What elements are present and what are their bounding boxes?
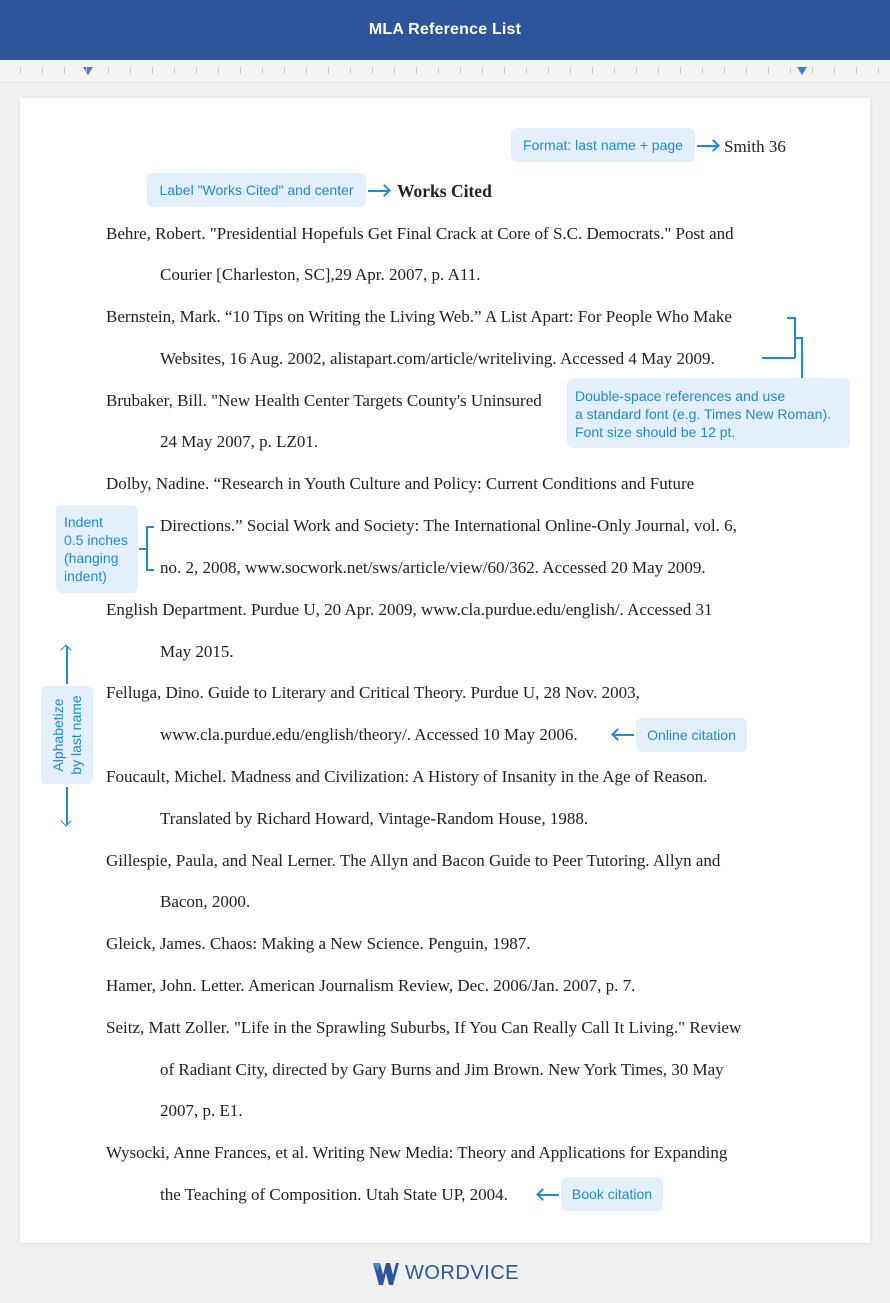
ruler-tick bbox=[680, 67, 681, 74]
ruler-tick bbox=[108, 67, 109, 74]
citation-line: Brubaker, Bill. "New Health Center Targets County's Uninsured bbox=[106, 391, 542, 410]
double-space-note-line: Double-space references and use bbox=[575, 388, 786, 404]
indent-bracket bbox=[146, 569, 154, 571]
ruler-tick bbox=[306, 67, 307, 74]
ruler-tick bbox=[878, 67, 879, 74]
citation-line: Bernstein, Mark. “10 Tips on Writing the Living Web.” A List Apart: For People Who Make bbox=[106, 307, 732, 326]
ruler-tick bbox=[262, 67, 263, 74]
format-note-text: Format: last name + page bbox=[523, 137, 683, 153]
running-head: Smith 36 bbox=[724, 137, 786, 156]
ruler-tick bbox=[130, 67, 131, 74]
ruler-tick bbox=[196, 67, 197, 74]
citation-line: Bacon, 2000. bbox=[160, 892, 251, 911]
ruler-tick bbox=[636, 67, 637, 74]
wordvice-logo bbox=[373, 1262, 519, 1285]
indent-note-line: indent) bbox=[64, 568, 107, 584]
ruler-tick bbox=[416, 67, 417, 74]
double-space-note-line: a standard font (e.g. Times New Roman). bbox=[575, 406, 831, 422]
format-arrow-icon bbox=[697, 145, 717, 147]
book-citation-note-text: Book citation bbox=[571, 1186, 653, 1202]
ruler-tick bbox=[350, 67, 351, 74]
indent-note-line: Indent bbox=[64, 514, 103, 530]
left-indent-marker[interactable] bbox=[83, 67, 93, 75]
citation-line: Foucault, Michel. Madness and Civilization: A History of Insanity in the Age of Reason. bbox=[106, 767, 708, 786]
alphabetize-up-arrow-icon bbox=[66, 646, 68, 684]
ruler-tick bbox=[284, 67, 285, 74]
citation-line: Wysocki, Anne Frances, et al. Writing New Media: Theory and Applications for Expanding bbox=[106, 1143, 728, 1162]
header-title: MLA Reference List bbox=[368, 21, 522, 38]
ruler-tick bbox=[482, 67, 483, 74]
ruler-tick bbox=[218, 67, 219, 74]
online-arrow-icon bbox=[614, 734, 634, 736]
wordvice-logo-icon bbox=[373, 1263, 399, 1285]
ruler-tick bbox=[64, 67, 65, 74]
header-bar bbox=[0, 0, 890, 60]
indent-bracket bbox=[139, 548, 147, 550]
ruler-tick bbox=[592, 67, 593, 74]
ruler-tick bbox=[548, 67, 549, 74]
ruler-tick bbox=[174, 67, 175, 74]
ruler-tick bbox=[20, 67, 21, 74]
citation-line: Dolby, Nadine. “Research in Youth Culture and Policy: Current Conditions and Future bbox=[106, 474, 695, 493]
double-space-bracket bbox=[801, 337, 803, 378]
citation-line: Behre, Robert. "Presidential Hopefuls Get Final Crack at Core of S.C. Democrats." Post and bbox=[106, 224, 734, 243]
citation-line: Hamer, John. Letter. American Journalism Review, Dec. 2006/Jan. 2007, p. 7. bbox=[106, 976, 636, 995]
alphabetize-note-line: Alphabetize bbox=[50, 698, 66, 772]
indent-note-line: 0.5 inches bbox=[64, 532, 128, 548]
ruler-tick bbox=[438, 67, 439, 74]
ruler-tick bbox=[394, 67, 395, 74]
right-indent-marker[interactable] bbox=[797, 67, 807, 75]
alphabetize-note bbox=[41, 686, 93, 784]
label-arrow-icon bbox=[368, 190, 388, 192]
citation-line: Seitz, Matt Zoller. "Life in the Sprawling Suburbs, If You Can Really Call It Living." Review bbox=[106, 1018, 742, 1037]
ruler-tick bbox=[42, 67, 43, 74]
indent-note-line: (hanging bbox=[64, 550, 119, 566]
citation-line: Directions.” Social Work and Society: The International Online-Only Journal, vol. 6, bbox=[160, 516, 737, 535]
ruler-tick bbox=[460, 67, 461, 74]
citation-line: 24 May 2007, p. LZ01. bbox=[160, 432, 319, 451]
online-citation-note bbox=[636, 718, 747, 752]
citation-line: English Department. Purdue U, 20 Apr. 2009, www.cla.purdue.edu/english/. Accessed 31 bbox=[106, 600, 713, 619]
ruler-tick bbox=[86, 67, 87, 74]
alphabetize-note-line: by last name bbox=[68, 695, 84, 775]
citation-line: Gleick, James. Chaos: Making a New Science. Penguin, 1987. bbox=[106, 934, 531, 953]
citation-line: the Teaching of Composition. Utah State UP, 2004. bbox=[160, 1185, 508, 1204]
alphabetize-note-text bbox=[49, 695, 85, 774]
citation-line: no. 2, 2008, www.socwork.net/sws/article/view/60/362. Accessed 20 May 2009. bbox=[160, 558, 706, 577]
citation-line: of Radiant City, directed by Gary Burns and Jim Brown. New York Times, 30 May bbox=[160, 1060, 724, 1079]
ruler-tick bbox=[372, 67, 373, 74]
ruler-tick bbox=[504, 67, 505, 74]
ruler-tick bbox=[526, 67, 527, 74]
works-cited-title: Works Cited bbox=[397, 181, 492, 201]
alphabetize-down-arrow-icon bbox=[66, 787, 68, 825]
ruler-tick bbox=[240, 67, 241, 74]
format-note bbox=[511, 128, 695, 162]
ruler-tick bbox=[768, 67, 769, 74]
ruler-tick bbox=[746, 67, 747, 74]
book-arrow-icon bbox=[539, 1194, 559, 1196]
ruler-tick bbox=[834, 67, 835, 74]
double-space-note-line: Font size should be 12 pt. bbox=[575, 424, 736, 440]
citation-line: Felluga, Dino. Guide to Literary and Critical Theory. Purdue U, 28 Nov. 2003, bbox=[106, 683, 640, 702]
citation-line: May 2015. bbox=[160, 642, 234, 661]
citation-line: Websites, 16 Aug. 2002, alistapart.com/article/writeliving. Accessed 4 May 2009. bbox=[160, 349, 715, 368]
wordvice-logo-text: WORDVICE bbox=[405, 1262, 519, 1284]
online-citation-note-text: Online citation bbox=[647, 727, 736, 743]
citation-line: 2007, p. E1. bbox=[160, 1101, 243, 1120]
ruler-tick bbox=[570, 67, 571, 74]
citation-line: Courier [Charleston, SC],29 Apr. 2007, p. A11. bbox=[160, 265, 481, 284]
citation-line: Translated by Richard Howard, Vintage-Random House, 1988. bbox=[160, 809, 589, 828]
ruler bbox=[0, 60, 890, 83]
ruler-tick bbox=[658, 67, 659, 74]
ruler-tick bbox=[702, 67, 703, 74]
citation-line: Gillespie, Paula, and Neal Lerner. The Allyn and Bacon Guide to Peer Tutoring. Allyn and bbox=[106, 851, 721, 870]
ruler-tick bbox=[614, 67, 615, 74]
ruler-tick bbox=[328, 67, 329, 74]
label-note bbox=[147, 173, 366, 207]
double-space-note bbox=[567, 378, 850, 448]
ruler-tick bbox=[724, 67, 725, 74]
ruler-tick bbox=[152, 67, 153, 74]
double-space-bracket bbox=[762, 357, 795, 359]
book-citation-note bbox=[561, 1177, 663, 1211]
citation-line: www.cla.purdue.edu/english/theory/. Accessed 10 May 2006. bbox=[160, 725, 578, 744]
ruler-tick bbox=[856, 67, 857, 74]
label-note-text: Label "Works Cited" and center bbox=[159, 182, 354, 198]
ruler-tick bbox=[812, 67, 813, 74]
ruler-tick bbox=[790, 67, 791, 74]
indent-note bbox=[56, 505, 138, 593]
